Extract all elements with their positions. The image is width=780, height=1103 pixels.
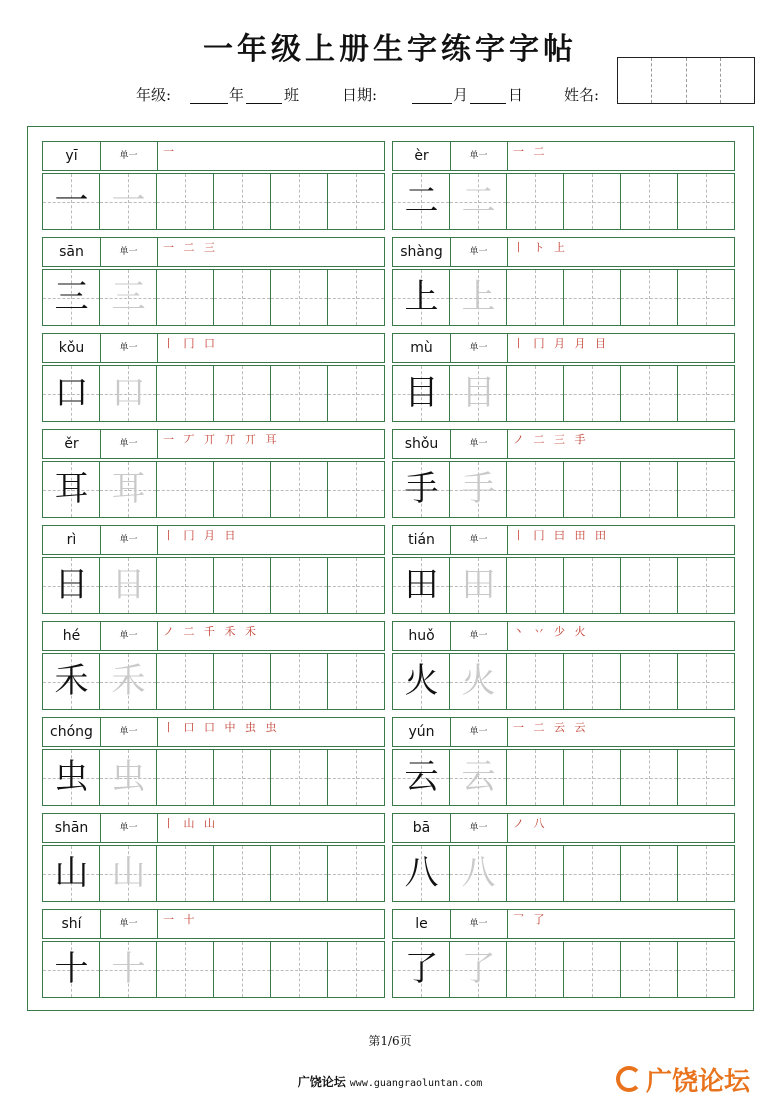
radical-label: 单一	[450, 718, 508, 746]
stroke-order: 丨 口 口 中 虫 虫	[163, 721, 280, 734]
character-cell	[42, 717, 385, 805]
writing-square[interactable]	[678, 366, 735, 421]
pinyin: shān	[43, 814, 101, 842]
trace-character: 三	[111, 277, 146, 317]
writing-grid	[392, 653, 735, 710]
grade-label: 年级:	[136, 86, 172, 104]
writing-square[interactable]	[157, 558, 214, 613]
model-character: 口	[54, 373, 89, 413]
trace-character: 田	[461, 565, 496, 605]
stroke-order: 丶 丷 少 火	[513, 625, 589, 638]
writing-square[interactable]	[328, 462, 385, 517]
writing-square[interactable]	[621, 270, 678, 325]
writing-grid	[42, 365, 385, 422]
character-cell	[42, 525, 385, 613]
writing-grid	[42, 653, 385, 710]
character-cell	[392, 141, 735, 229]
writing-square[interactable]	[214, 750, 271, 805]
character-cell	[42, 141, 385, 229]
pinyin: yī	[43, 142, 101, 170]
writing-square[interactable]	[271, 366, 328, 421]
radical-label: 单一	[450, 238, 508, 266]
character-header-row	[42, 333, 385, 363]
character-header-row	[392, 909, 735, 939]
model-character: 上	[404, 277, 439, 317]
writing-grid	[392, 269, 735, 326]
trace-character: 了	[461, 949, 496, 989]
footer-url[interactable]: www.guangraoluntan.com	[349, 1078, 483, 1089]
character-cell	[42, 237, 385, 325]
writing-square[interactable]	[157, 654, 214, 709]
writing-square[interactable]	[214, 270, 271, 325]
trace-character: 十	[111, 949, 146, 989]
writing-square[interactable]	[507, 558, 564, 613]
character-cell	[392, 525, 735, 613]
model-character: 二	[404, 181, 439, 221]
writing-square[interactable]	[621, 462, 678, 517]
writing-square[interactable]	[678, 942, 735, 997]
writing-square[interactable]	[564, 750, 621, 805]
writing-square[interactable]	[214, 366, 271, 421]
stroke-order: 丨 冂 月 月 目	[513, 337, 609, 350]
writing-square[interactable]	[328, 174, 385, 229]
pinyin: yún	[393, 718, 451, 746]
writing-square[interactable]	[214, 942, 271, 997]
writing-square[interactable]	[214, 462, 271, 517]
radical-label: 单一	[100, 910, 158, 938]
pinyin: mù	[393, 334, 451, 362]
writing-square[interactable]	[678, 750, 735, 805]
day-blank[interactable]	[470, 102, 506, 104]
writing-square[interactable]	[271, 462, 328, 517]
writing-square[interactable]	[328, 654, 385, 709]
trace-character: 日	[111, 565, 146, 605]
stroke-order: 一 二	[513, 145, 548, 158]
character-cell	[392, 429, 735, 517]
pinyin: ěr	[43, 430, 101, 458]
pinyin: èr	[393, 142, 451, 170]
radical-label: 单一	[450, 526, 508, 554]
character-cell	[392, 909, 735, 997]
writing-square[interactable]	[271, 270, 328, 325]
writing-square[interactable]	[328, 558, 385, 613]
writing-square[interactable]	[507, 174, 564, 229]
writing-square[interactable]	[328, 366, 385, 421]
writing-square[interactable]	[214, 654, 271, 709]
radical-label: 单一	[450, 430, 508, 458]
writing-grid	[392, 365, 735, 422]
pinyin: kǒu	[43, 334, 101, 362]
radical-label: 单一	[450, 142, 508, 170]
character-cell	[42, 813, 385, 901]
stroke-order: 乛 了	[513, 913, 548, 926]
writing-square[interactable]	[564, 942, 621, 997]
model-character: 了	[404, 949, 439, 989]
writing-square[interactable]	[271, 558, 328, 613]
radical-label: 单一	[100, 526, 158, 554]
character-header-row	[392, 717, 735, 747]
page-number: 第1/6页	[368, 1034, 412, 1048]
trace-character: 禾	[111, 661, 146, 701]
writing-square[interactable]	[328, 270, 385, 325]
character-header-row	[42, 909, 385, 939]
writing-square[interactable]	[214, 846, 271, 901]
writing-square[interactable]	[564, 174, 621, 229]
writing-square[interactable]	[271, 174, 328, 229]
writing-grid	[42, 749, 385, 806]
writing-square[interactable]	[157, 366, 214, 421]
pinyin: huǒ	[393, 622, 451, 650]
radical-label: 单一	[450, 334, 508, 362]
writing-square[interactable]	[621, 366, 678, 421]
stroke-order: ノ 二 千 禾 禾	[163, 625, 259, 638]
class-blank[interactable]	[246, 102, 282, 104]
practice-frame	[27, 126, 754, 1011]
writing-square[interactable]	[507, 462, 564, 517]
model-character: 目	[404, 373, 439, 413]
trace-character: 虫	[111, 757, 146, 797]
writing-square[interactable]	[157, 270, 214, 325]
model-character: 田	[404, 565, 439, 605]
trace-character: 目	[461, 373, 496, 413]
writing-square[interactable]	[214, 558, 271, 613]
character-cell	[42, 333, 385, 421]
site-logo	[616, 1061, 750, 1097]
model-character: 火	[404, 661, 439, 701]
writing-square[interactable]	[678, 654, 735, 709]
character-cell	[392, 813, 735, 901]
writing-square[interactable]	[678, 558, 735, 613]
model-character: 手	[404, 469, 439, 509]
trace-character: 二	[461, 181, 496, 221]
character-header-row	[392, 621, 735, 651]
writing-grid	[392, 845, 735, 902]
radical-label: 单一	[450, 910, 508, 938]
character-header-row	[392, 525, 735, 555]
writing-grid	[392, 173, 735, 230]
radical-label: 单一	[450, 622, 508, 650]
character-header-row	[42, 141, 385, 171]
character-header-row	[42, 717, 385, 747]
writing-square[interactable]	[621, 654, 678, 709]
character-cell	[392, 237, 735, 325]
character-cell	[392, 333, 735, 421]
character-cell	[42, 909, 385, 997]
year-blank[interactable]	[190, 102, 228, 104]
writing-square[interactable]	[157, 846, 214, 901]
stroke-order: 一	[163, 145, 177, 158]
pinyin: shí	[43, 910, 101, 938]
stroke-order: 一 二 三	[163, 241, 218, 254]
character-cell	[42, 429, 385, 517]
month-blank[interactable]	[412, 102, 452, 104]
character-header-row	[392, 141, 735, 171]
writing-square[interactable]	[621, 942, 678, 997]
writing-grid	[392, 941, 735, 998]
character-header-row	[42, 621, 385, 651]
trace-character: 八	[461, 853, 496, 893]
logo-g-icon	[616, 1066, 642, 1092]
writing-square[interactable]	[507, 942, 564, 997]
pinyin: bā	[393, 814, 451, 842]
stroke-order: ノ 二 三 手	[513, 433, 589, 446]
writing-grid	[392, 557, 735, 614]
model-character: 耳	[54, 469, 89, 509]
stroke-order: ノ 八	[513, 817, 548, 830]
model-character: 一	[54, 181, 89, 221]
trace-character: 口	[111, 373, 146, 413]
writing-square[interactable]	[621, 750, 678, 805]
character-header-row	[392, 333, 735, 363]
radical-label: 单一	[100, 142, 158, 170]
writing-grid	[42, 461, 385, 518]
writing-square[interactable]	[678, 462, 735, 517]
trace-character: 火	[461, 661, 496, 701]
writing-square[interactable]	[271, 750, 328, 805]
character-header-row	[392, 813, 735, 843]
stroke-order: 丨 冂 曰 田 田	[513, 529, 609, 542]
writing-square[interactable]	[621, 558, 678, 613]
logo-text: 广饶论坛	[646, 1066, 751, 1097]
model-character: 云	[404, 757, 439, 797]
writing-square[interactable]	[157, 942, 214, 997]
stroke-order: 一 二 云 云	[513, 721, 589, 734]
page-title: 一年级上册生字练字字帖	[203, 32, 577, 67]
month-suffix: 月	[453, 86, 469, 104]
trace-character: 山	[111, 853, 146, 893]
pinyin: shàng	[393, 238, 451, 266]
writing-square[interactable]	[621, 846, 678, 901]
character-header-row	[392, 237, 735, 267]
footer-site-name: 广饶论坛	[297, 1075, 346, 1089]
writing-square[interactable]	[507, 654, 564, 709]
name-box[interactable]	[617, 57, 755, 104]
writing-square[interactable]	[507, 750, 564, 805]
character-cell	[42, 621, 385, 709]
stroke-order: 丨 山 山	[163, 817, 218, 830]
date-label: 日期:	[342, 86, 378, 104]
pinyin: shǒu	[393, 430, 451, 458]
writing-square[interactable]	[564, 654, 621, 709]
stroke-order: 一 十	[163, 913, 198, 926]
name-label: 姓名:	[564, 86, 600, 104]
model-character: 禾	[54, 661, 89, 701]
model-character: 日	[54, 565, 89, 605]
trace-character: 手	[461, 469, 496, 509]
pinyin: tián	[393, 526, 451, 554]
writing-square[interactable]	[157, 462, 214, 517]
writing-grid	[42, 941, 385, 998]
pinyin: le	[393, 910, 451, 938]
radical-label: 单一	[100, 334, 158, 362]
writing-square[interactable]	[678, 846, 735, 901]
writing-square[interactable]	[214, 174, 271, 229]
radical-label: 单一	[100, 622, 158, 650]
writing-square[interactable]	[564, 558, 621, 613]
writing-grid	[392, 749, 735, 806]
writing-square[interactable]	[678, 270, 735, 325]
writing-square[interactable]	[507, 270, 564, 325]
character-header-row	[42, 237, 385, 267]
model-character: 三	[54, 277, 89, 317]
writing-square[interactable]	[507, 366, 564, 421]
pinyin: rì	[43, 526, 101, 554]
writing-grid	[42, 557, 385, 614]
year-suffix: 年	[229, 86, 245, 104]
writing-square[interactable]	[507, 846, 564, 901]
model-character: 山	[54, 853, 89, 893]
writing-square[interactable]	[157, 750, 214, 805]
character-cell	[392, 621, 735, 709]
writing-square[interactable]	[621, 174, 678, 229]
writing-square[interactable]	[157, 174, 214, 229]
writing-grid	[42, 173, 385, 230]
character-cell	[392, 717, 735, 805]
trace-character: 一	[111, 181, 146, 221]
stroke-order: 丨 冂 月 日	[163, 529, 239, 542]
trace-character: 上	[461, 277, 496, 317]
stroke-order: 丨 ト 上	[513, 241, 568, 254]
writing-square[interactable]	[328, 846, 385, 901]
writing-grid	[42, 845, 385, 902]
class-suffix: 班	[284, 86, 300, 104]
stroke-order: 丨 冂 口	[163, 337, 218, 350]
model-character: 十	[54, 949, 89, 989]
character-header-row	[42, 429, 385, 459]
character-header-row	[392, 429, 735, 459]
pinyin: hé	[43, 622, 101, 650]
writing-square[interactable]	[271, 846, 328, 901]
model-character: 虫	[54, 757, 89, 797]
writing-square[interactable]	[564, 366, 621, 421]
character-header-row	[42, 813, 385, 843]
model-character: 八	[404, 853, 439, 893]
trace-character: 云	[461, 757, 496, 797]
radical-label: 单一	[100, 430, 158, 458]
writing-grid	[392, 461, 735, 518]
character-header-row	[42, 525, 385, 555]
writing-square[interactable]	[328, 750, 385, 805]
writing-square[interactable]	[328, 942, 385, 997]
writing-square[interactable]	[271, 654, 328, 709]
day-suffix: 日	[508, 86, 524, 104]
writing-square[interactable]	[271, 942, 328, 997]
trace-character: 耳	[111, 469, 146, 509]
writing-square[interactable]	[564, 846, 621, 901]
radical-label: 单一	[100, 238, 158, 266]
pinyin: chóng	[43, 718, 101, 746]
radical-label: 单一	[100, 814, 158, 842]
stroke-order: 一 丆 丌 丌 丌 耳	[163, 433, 280, 446]
radical-label: 单一	[100, 718, 158, 746]
writing-grid	[42, 269, 385, 326]
writing-square[interactable]	[564, 462, 621, 517]
pinyin: sān	[43, 238, 101, 266]
writing-square[interactable]	[564, 270, 621, 325]
radical-label: 单一	[450, 814, 508, 842]
writing-square[interactable]	[678, 174, 735, 229]
